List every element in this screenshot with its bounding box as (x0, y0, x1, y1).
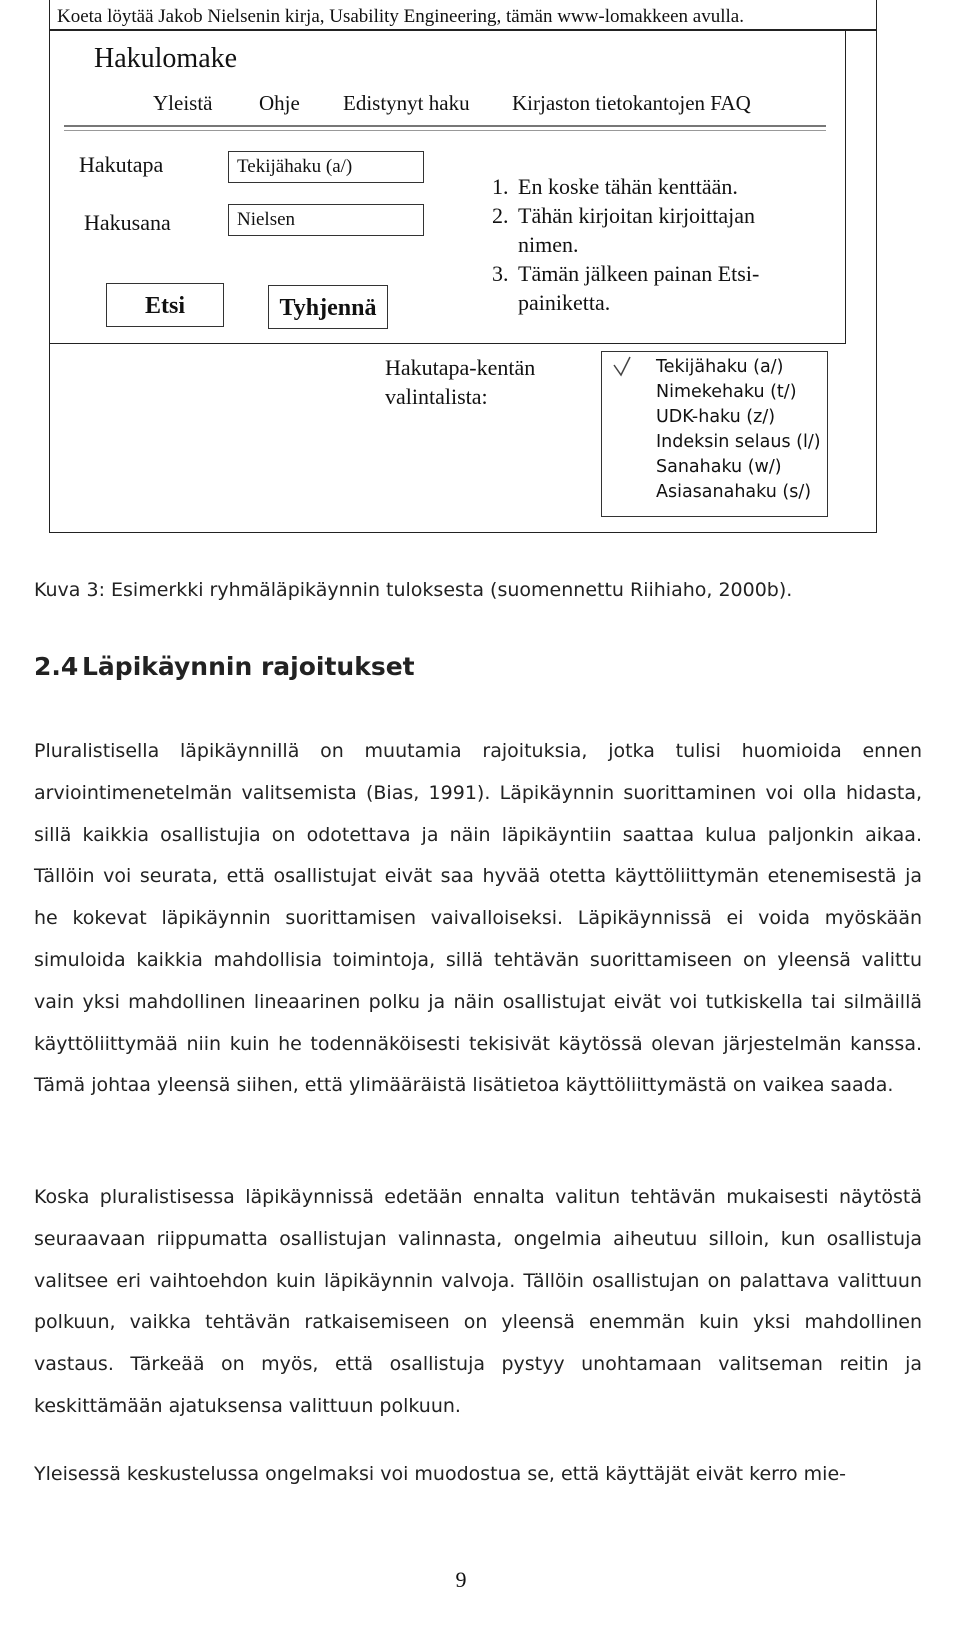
step-item (492, 201, 832, 259)
step-text-continued: painiketta. (518, 290, 611, 315)
step-text: Tähän kirjoitan kirjoittajan (518, 203, 756, 228)
picklist-options (656, 355, 821, 505)
nav-separator (64, 125, 826, 131)
search-type-label: Hakutapa (79, 152, 164, 177)
picklist-option[interactable]: Tekijähaku (a/) (656, 357, 784, 377)
clear-button[interactable]: Tyhjennä (268, 285, 388, 329)
figure-intro-text: Koeta löytää Jakob Nielsenin kirja, Usability Engineering, tämän www-lomakkeen avulla. (57, 6, 744, 27)
picklist-option[interactable]: Asiasanahaku (s/) (656, 482, 812, 502)
step-text: En koske tähän kenttään. (518, 174, 738, 199)
figure-search-form-sketch (0, 0, 960, 560)
picklist-option[interactable]: UDK-haku (z/) (656, 407, 776, 427)
section-number: 2.4 (34, 652, 79, 681)
body-paragraph: Koska pluralistisessa läpikäynnissä edetään ennalta valitun tehtävän mukaisesti näytöstä seuraavaan riippumatta osallistujan valinnasta, ongelmia aiheutuu silloin, kun osallistuja valitsee eri vaihtoehdon kuin läpikäynnin valvoja. Tällöin osallistujan on palattava valittuun polkuun, vaikka tehtävän ratkaisemiseen on yleensä enemmän kuin yksi mahdollinen vastaus. Tärkeää on myös, että osallistuja pystyy unohtamaan valitseman reitin ja keskittämään ajatuksensa valittuun polkuun. (34, 1186, 922, 1417)
nav-link-advanced-search[interactable]: Edistynyt haku (343, 91, 470, 115)
search-type-field[interactable]: Tekijähaku (a/) (228, 151, 424, 183)
form-frame-divider-horizontal (49, 343, 846, 344)
search-term-label: Hakusana (84, 210, 171, 235)
picklist-option[interactable]: Nimekehaku (t/) (656, 382, 797, 402)
nav-link-help[interactable]: Ohje (259, 91, 300, 115)
step-item (492, 172, 832, 201)
nav-link-general[interactable]: Yleistä (153, 91, 213, 115)
page-number: 9 (455, 1567, 467, 1592)
form-frame-divider-vertical (845, 30, 877, 343)
section-heading (34, 652, 415, 681)
nav-link-library-faq[interactable]: Kirjaston tietokantojen FAQ (512, 91, 751, 115)
search-button[interactable]: Etsi (106, 283, 224, 327)
picklist-option[interactable]: Sanahaku (w/) (656, 457, 782, 477)
step-number: 3. (492, 261, 509, 286)
picklist-label: Hakutapa-kentän valintalista: (385, 355, 536, 409)
form-title: Hakulomake (94, 43, 238, 74)
step-item (492, 259, 832, 317)
walkthrough-steps (492, 172, 832, 317)
search-term-field[interactable]: Nielsen (228, 204, 424, 236)
step-text: Tämän jälkeen painan Etsi- (518, 261, 760, 286)
checkmark-icon (612, 356, 632, 378)
step-text-continued: nimen. (518, 232, 579, 257)
step-number: 2. (492, 203, 509, 228)
body-paragraph: Pluralistisella läpikäynnillä on muutamia rajoituksia, jotka tulisi huomioida ennen arviointimenetelmän valitsemista (Bias, 1991). Läpikäynnin suorittaminen voi olla hidasta, sillä kaikkia osallistujia on odotettava ja näin läpikäyntiin saattaa kulua paljonkin aikaa. Tällöin voi seurata, että osallistujat eivät saa hyvää otetta käyttöliittymän etenemisestä ja he kokevat läpikäynnin suorittamisen vaivalloiseksi. Läpikäynnissä ei voida myöskään simuloida kaikkia mahdollisia toimintoja, sillä tehtävän suorittamiseen on yleensä valittu vain yksi mahdollinen lineaarinen polku ja näin osallistujat eivät voi tutkiskella tai silmäillä käyttöliittymää niin kuin he todennäköisesti tekisivät käytössä olevan järjestelmän kanssa. Tämä johtaa yleensä siihen, että ylimääräistä lisätietoa käyttöliittymästä on vaikea saada. (34, 740, 922, 1097)
figure-caption: Kuva 3: Esimerkki ryhmäläpikäynnin tuloksesta (suomennettu Riihiaho, 2000b). (34, 579, 793, 601)
body-paragraph: Yleisessä keskustelussa ongelmaksi voi muodostua se, että käyttäjät eivät kerro mie- (34, 1463, 846, 1485)
step-number: 1. (492, 174, 509, 199)
section-title: Läpikäynnin rajoitukset (82, 652, 415, 681)
picklist-option[interactable]: Indeksin selaus (l/) (656, 432, 821, 452)
